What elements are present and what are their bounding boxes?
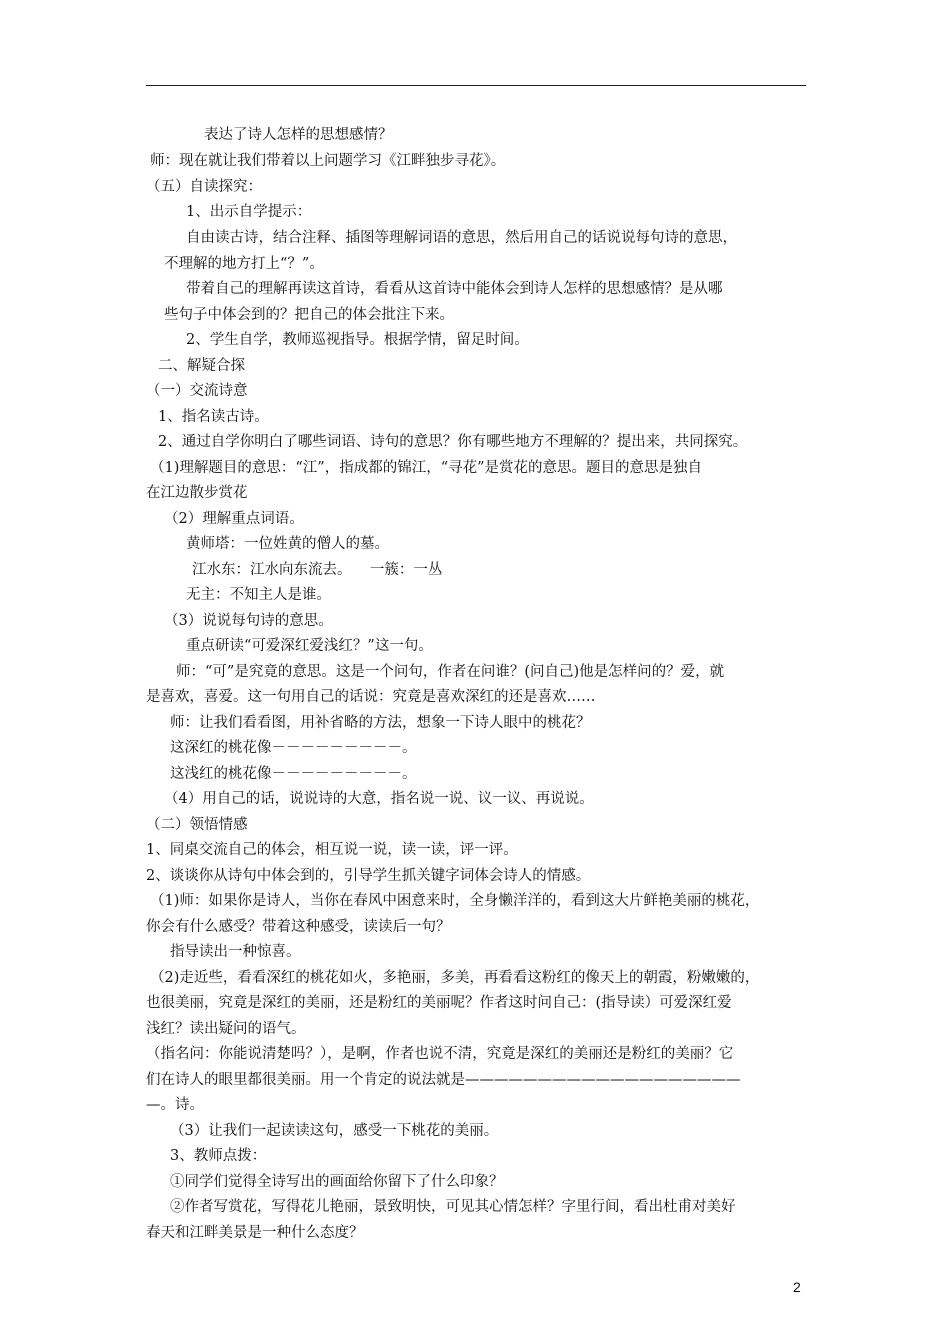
text-line: 春天和江畔美景是一种什么态度？ (146, 1225, 364, 1241)
text-line: 不理解的地方打上“？”。 (164, 256, 324, 272)
text-line: ①同学们觉得全诗写出的画面给你留下了什么印象？ (170, 1174, 504, 1190)
text-line: 在江边散步赏花 (146, 485, 248, 501)
header-rule (146, 85, 806, 86)
text-line: （2）理解重点词语。 (164, 511, 304, 527)
page-number: 2 (793, 1279, 801, 1295)
text-line: 浅红？读出疑问的语气。 (146, 1021, 306, 1037)
text-line: （指名问：你能说清楚吗？），是啊，作者也说不清，究竟是深红的美丽还是粉红的美丽？它 (146, 1046, 734, 1062)
text-line: （五）自读探究： (146, 179, 262, 195)
text-line: 2、通过自学你明白了哪些词语、诗句的意思？你有哪些地方不理解的？提出来，共同探究。 (158, 434, 748, 450)
text-line: 你会有什么感受？带着这种感受，读读后一句？ (146, 919, 451, 935)
text-line: （1)理解题目的意思：“江”，指成都的锦江，“寻花”是赏花的意思。题目的意思是独自 (150, 460, 703, 476)
text-line: 无主：不知主人是谁。 (186, 587, 331, 603)
text-line: 这浅红的桃花像－－－－－－－－－。 (170, 766, 417, 782)
text-line: 2、谈谈你从诗句中体会到的，引导学生抓关键字词体会诗人的情感。 (146, 868, 591, 884)
text-line: 1、同桌交流自己的体会，相互说一说，读一读，评一评。 (146, 842, 518, 858)
text-line: 3、教师点拨： (170, 1148, 267, 1164)
text-line: 江水东：江水向东流去。 一簇：一丛 (192, 562, 443, 578)
text-line: 重点研读“可爱深红爱浅红？”这一句。 (186, 638, 433, 654)
text-line: （3）说说每句诗的意思。 (164, 613, 333, 629)
text-line: 师：让我们看看图，用补省略的方法，想象一下诗人眼中的桃花？ (170, 715, 591, 731)
text-line: 1、指名读古诗。 (158, 409, 269, 425)
text-line: 也很美丽，究竟是深红的美丽，还是粉红的美丽呢？作者这时问自己：(指导读）可爱深红爱 (146, 995, 732, 1011)
text-line: （一）交流诗意 (146, 383, 248, 399)
text-line: 师：“可”是究竟的意思。这是一个问句，作者在问谁？(问自己)他是怎样问的？爱，就 (176, 664, 725, 680)
text-line: （1)师：如果你是诗人，当你在春风中困意来时，全身懒洋洋的，看到这大片鲜艳美丽的桃花， (150, 893, 760, 909)
text-line: 们在诗人的眼里都很美丽。用一个肯定的说法就是——————————————————— (146, 1072, 741, 1088)
text-line: （3）让我们一起读读这句，感受一下桃花的美丽。 (170, 1123, 499, 1139)
text-line: （2)走近些，看看深红的桃花如火，多艳丽，多美，再看看这粉红的像天上的朝霞，粉嫩嫩的， (150, 970, 760, 986)
text-line: 二、解疑合探 (158, 358, 245, 374)
text-line: （4）用自己的话，说说诗的大意，指名说一说、议一议、再说说。 (164, 791, 594, 807)
text-line: 是喜欢，喜爱。这一句用自己的话说：究竟是喜欢深红的还是喜欢…… (146, 689, 596, 705)
text-line: （二）领悟情感 (146, 817, 248, 833)
text-line: 这深红的桃花像－－－－－－－－－。 (170, 740, 417, 756)
text-line: 带着自己的理解再读这首诗，看看从这首诗中能体会到诗人怎样的思想感情？是从哪 (186, 281, 723, 297)
text-line: —。诗。 (146, 1097, 204, 1113)
text-line: 指导读出一种惊喜。 (170, 944, 301, 960)
text-line: 2、学生自学，教师巡视指导。根据学情，留足时间。 (186, 332, 529, 348)
text-line: 表达了诗人怎样的思想感情？ (204, 127, 393, 143)
text-line: 1、出示自学提示： (186, 204, 312, 220)
text-line: 师：现在就让我们带着以上问题学习《江畔独步寻花》。 (150, 153, 506, 169)
text-line: ②作者写赏花，写得花儿艳丽，景致明快，可见其心情怎样？字里行间，看出杜甫对美好 (170, 1199, 736, 1215)
text-line: 黄师塔：一位姓黄的僧人的墓。 (186, 536, 389, 552)
text-line: 自由读古诗，结合注释、插图等理解词语的意思，然后用自己的话说说每句诗的意思， (186, 230, 737, 246)
text-line: 些句子中体会到的？把自己的体会批注下来。 (164, 307, 454, 323)
